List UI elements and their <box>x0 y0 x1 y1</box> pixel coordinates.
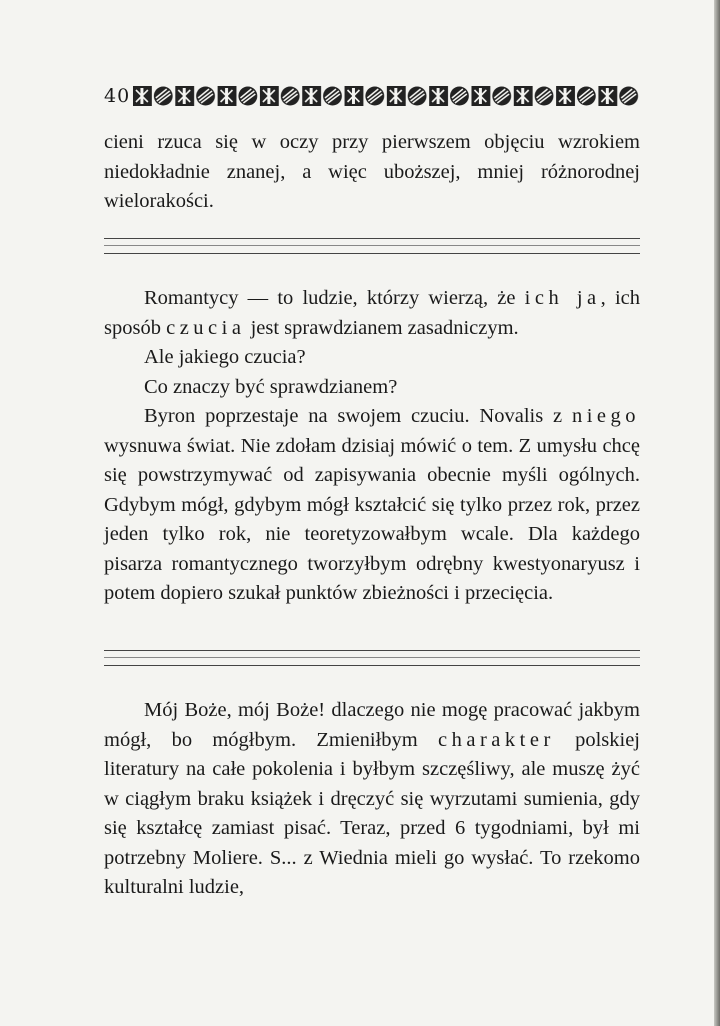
paragraph: cieni rzuca się w oczy przy pierwszem objęciu wzrokiem niedokładnie znanej, a więc uboższej, mniej różnorodnej wielorakości. <box>104 131 640 212</box>
spaced-emphasis: ich ja <box>524 287 601 309</box>
text-span: Byron poprzestaje na swojem czuciu. Novalis z <box>144 405 572 427</box>
spaced-emphasis: czucia <box>166 316 246 339</box>
paragraph: Ale jakiego czucia? <box>144 346 306 368</box>
section-divider <box>104 650 640 666</box>
page-number: 40 <box>104 85 131 107</box>
text-block-1 <box>104 128 640 217</box>
page-edge-shadow <box>714 0 720 1026</box>
text-span: Romantycy — to ludzie, którzy wierzą, że <box>144 287 525 309</box>
running-header <box>104 82 640 110</box>
decorative-border-ornament <box>132 85 640 107</box>
spaced-emphasis: charakter <box>438 728 555 751</box>
paragraph <box>104 402 640 609</box>
text-block-2 <box>104 284 640 609</box>
text-span: polskiej literatury na całe pokolenia i byłbym szczęśliwy, ale muszę żyć w ciągłym braku książek i dręczyć się wyrzutami sumienia, gdy się kształcę zamiast pisać. Teraz, przed 6 tygodniami, był mi potrzebny Moliere. S... z Wiednia mieli go wysłać. To rzekomo kulturalni ludzie, <box>104 728 640 898</box>
section-divider <box>104 238 640 254</box>
text-span: Mój Boże, mój Boże! dlaczego nie mogę pracować jakbym mógł, bo mógłbym. Zmieniłbym <box>104 699 640 751</box>
paragraph: Co znaczy być sprawdzianem? <box>144 375 398 398</box>
text-span: , ich sposób <box>104 287 641 339</box>
paragraph <box>104 696 640 903</box>
spaced-emphasis: niego <box>571 405 640 427</box>
text-span: jest sprawdzianem zasadniczym. <box>245 316 519 339</box>
paragraph <box>104 284 640 343</box>
text-block-3 <box>104 696 640 903</box>
text-span: wysnuwa świat. Nie zdołam dzisiaj mówić o tem. Z umysłu chcę się powstrzymywać od zapisywania obecnie myśli ogólnych. Gdybym mógł, gdybym mógł kształcić się tylko przez rok, przez jeden tylko rok, nie teoretyzowałbym wcale. Dla każdego pisarza romantycznego tworzyłbym odrębny kwestyonaryusz i potem dopiero szukał punktów zbieżności i przecięcia. <box>104 434 640 604</box>
